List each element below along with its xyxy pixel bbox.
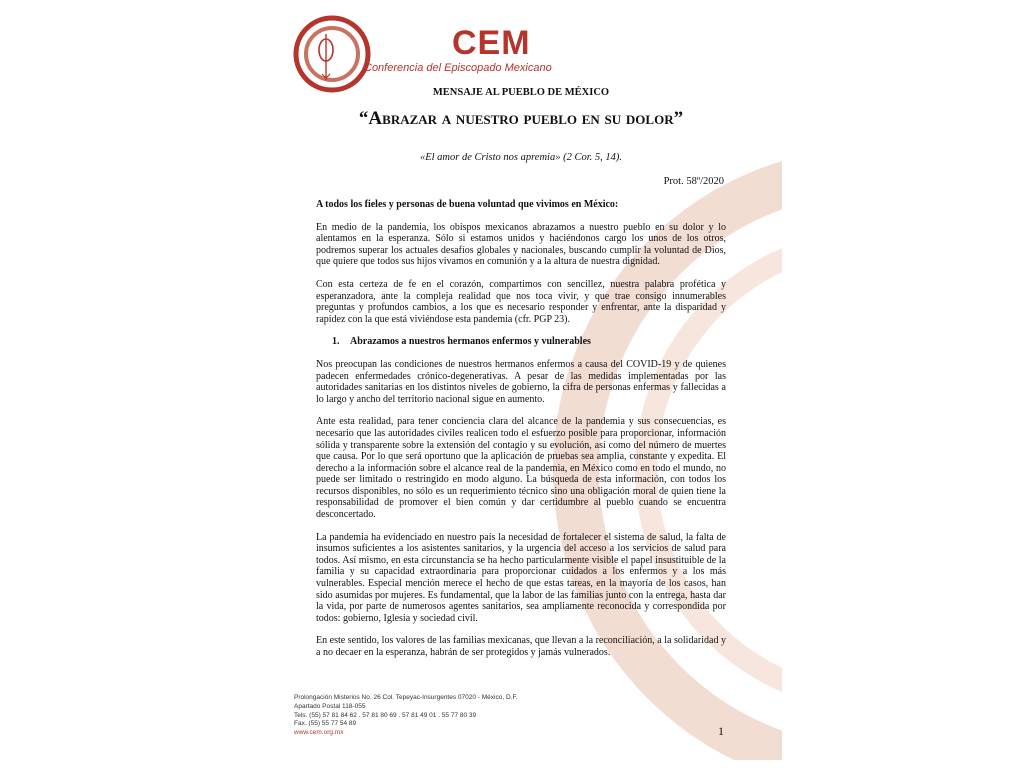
message-heading: MENSAJE AL PUEBLO DE MÉXICO <box>432 87 610 98</box>
salutation: A todos los fieles y personas de buena voluntad que vivimos en México: <box>316 199 619 210</box>
section-title: Abrazamos a nuestros hermanos enfermos y vulnerables <box>350 336 591 348</box>
footer-po-box: Apartado Postal 118-055 <box>294 702 366 710</box>
footer-fax: Fax. (55) 55 77 54 89 <box>294 720 357 728</box>
intro-paragraph-1: En medio de la pandemia, los obispos mexicanos abrazamos a nuestro pueblo en su dolor y lo alentamos en la esperanza. Sólo si estamos unidos y haciéndonos cargo los unos de los otros, podremos superar los actuales desafíos globales y nacionales, buscando cumplir la voluntad de Dios, que quiere que todos sus hijos vivamos en comunión y a la altura de nuestra dignidad. <box>316 221 726 268</box>
section-paragraph-2: Ante esta realidad, para tener conciencia clara del alcance de la pandemia y sus consecuencias, es necesario que las autoridades civiles realicen todo el esfuerzo posible para proporcionar, información sólida y transparente sobre la extensión del contagio y su evolución, así como del número de muertes que causa. Por lo que será oportuno que la aplicación de pruebas sea amplia, constante y expedita. El derecho a la información sobre el alcance real de la pandemia, en México como en todo el mundo, no puede ser limitado o restringido en modo alguno. La búsqueda de esta información, con todos los recursos disponibles, no sólo es un requerimiento técnico sino una obligación moral de quien tiene la responsabilidad de promover el bien común y dar certidumbre al pueblo cuando se encuentra desconcertado. <box>316 416 726 521</box>
document-page <box>246 0 782 768</box>
epigraph: «El amor de Cristo nos apremia» (2 Cor. 5, 14). <box>419 152 623 163</box>
section-heading <box>332 336 726 348</box>
protocol-number: Prot. 58º/2020 <box>663 176 724 187</box>
cem-logo-icon <box>292 14 372 94</box>
document-title: “Abrazar a nuestro pueblo en su dolor” <box>358 108 684 129</box>
intro-paragraph-2: Con esta certeza de fe en el corazón, compartimos con sencillez, nuestra palabra profética y esperanzadora, ante la compleja realidad que nos toca vivir, y que trae consigo innumerables preguntas y profundos cambios, a los que es necesario responder y enfrentar, ante la disparidad y rapidez con la que está viviéndose esta pandemia (cfr. PGP 23). <box>316 278 726 325</box>
footer-contact <box>294 694 518 738</box>
section-number: 1. <box>332 336 340 348</box>
logo-organization-name: Conferencia del Episcopado Mexicano <box>364 62 552 74</box>
footer-address: Prolongación Misterios No. 26 Col. Tepeyac-Insurgentes 07020 - México, D.F. <box>294 694 518 701</box>
section-paragraph-3: La pandemia ha evidenciado en nuestro país la necesidad de fortalecer el sistema de salud, la falta de insumos suficientes a los asistentes sanitarios, y la urgencia del acceso a los servicios de salud para todos. Así mismo, en esta circunstancia se ha hecho particularmente visible el papel insustituible de la familia y su capacidad extraordinaria para proporcionar cuidados a los enfermos y a los más vulnerables. Especial mención merece el hecho de que estas tareas, en la mayoría de los casos, han sido asumidas por mujeres. Es fundamental, que la labor de las familias junto con la entrega, hasta dar la vida, por parte de numerosos agentes sanitarios, sea ampliamente reconocida y correspondida por todos: gobierno, Iglesia y sociedad civil. <box>316 531 726 624</box>
section-paragraph-4: En este sentido, los valores de las familias mexicanas, que llevan a la reconciliación, a la solidaridad y a no decaer en la esperanza, habrán de ser protegidos y jamás vulnerados. <box>316 635 726 658</box>
page-number: 1 <box>718 724 724 738</box>
footer-website-link[interactable]: www.cem.org.mx <box>294 729 344 737</box>
document-body <box>316 195 726 670</box>
footer-phones: Tels. (55) 57 81 84 62 . 57 81 80 69 . 57 81 49 01 . 55 77 80 39 <box>294 711 477 719</box>
section-paragraph-1: Nos preocupan las condiciones de nuestros hermanos enfermos a causa del COVID-19 y de quienes padecen enfermedades crónico-degenerativas. A pesar de las medidas implementadas por las autoridades sanitarias en los distintos niveles de gobierno, la cifra de personas enfermas y fallecidas a lo largo y ancho del territorio nacional sigue en aumento. <box>316 358 726 405</box>
logo-acronym: CEM <box>452 24 531 62</box>
